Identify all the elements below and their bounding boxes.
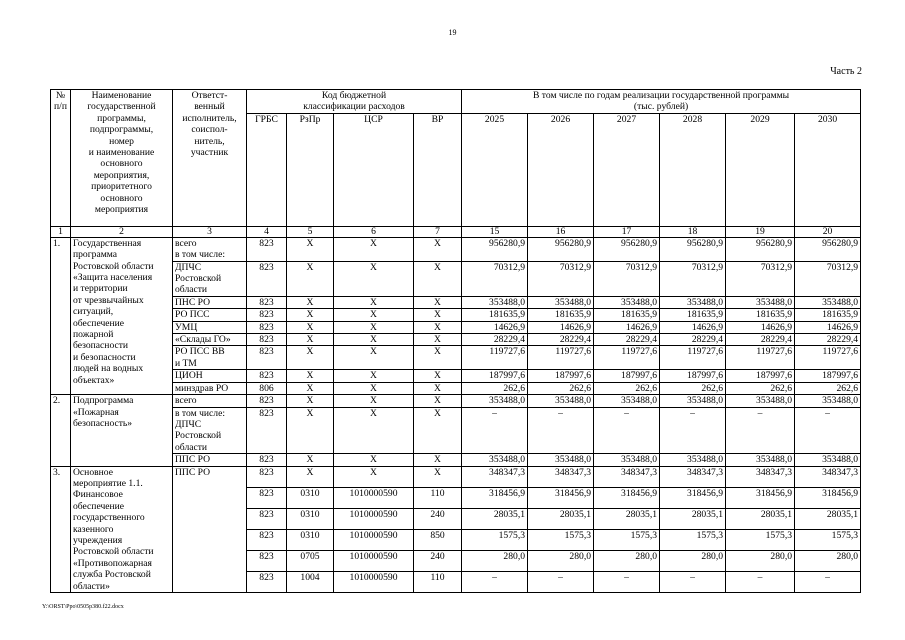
cell-value-2026: 14626,9 bbox=[528, 321, 594, 333]
cell-value-2025: 1575,3 bbox=[462, 529, 528, 550]
cell-grbs: 823 bbox=[247, 237, 287, 261]
cell-csr: Х bbox=[334, 334, 414, 346]
header-grbs: ГРБС bbox=[247, 113, 287, 226]
cell-value-2029: 353488,0 bbox=[726, 296, 795, 308]
cell-grbs: 823 bbox=[247, 550, 287, 571]
row-executor: ПНС РО bbox=[173, 296, 247, 308]
cell-value-2029: 28035,1 bbox=[726, 508, 795, 529]
cell-value-2025: – bbox=[462, 571, 528, 592]
cell-csr: Х bbox=[334, 309, 414, 321]
cell-value-2027: 70312,9 bbox=[594, 261, 660, 296]
cell-value-2030: 956280,9 bbox=[795, 237, 861, 261]
cell-grbs: 823 bbox=[247, 466, 287, 487]
cell-value-2030: 280,0 bbox=[795, 550, 861, 571]
row-executor: в том числе: ДПЧС Ростовской области bbox=[173, 407, 247, 454]
cell-value-2028: 353488,0 bbox=[660, 296, 726, 308]
cell-value-2027: 353488,0 bbox=[594, 454, 660, 466]
cell-vr: Х bbox=[414, 395, 462, 407]
cell-value-2030: 181635,9 bbox=[795, 309, 861, 321]
cell-vr: Х bbox=[414, 237, 462, 261]
cell-value-2025: 353488,0 bbox=[462, 296, 528, 308]
cell-value-2030: 70312,9 bbox=[795, 261, 861, 296]
cell-csr: Х bbox=[334, 382, 414, 394]
cell-value-2029: – bbox=[726, 407, 795, 454]
cell-csr: Х bbox=[334, 296, 414, 308]
row-name: Основное мероприятие 1.1. Финансовое обеспечение государственного казенного учреждения Ростовской области «Противопожарная служба Ростовской области» bbox=[71, 466, 173, 592]
cell-value-2026: 70312,9 bbox=[528, 261, 594, 296]
cell-csr: Х bbox=[334, 395, 414, 407]
cell-rzpr: Х bbox=[287, 309, 334, 321]
cell-rzpr: Х bbox=[287, 382, 334, 394]
row-executor: всего bbox=[173, 395, 247, 407]
cell-value-2027: 28035,1 bbox=[594, 508, 660, 529]
table-row bbox=[51, 296, 861, 308]
header-year-2026: 2026 bbox=[528, 113, 594, 226]
cell-rzpr: 0705 bbox=[287, 550, 334, 571]
cell-value-2026: 181635,9 bbox=[528, 309, 594, 321]
cell-value-2026: – bbox=[528, 407, 594, 454]
cell-value-2030: 1575,3 bbox=[795, 529, 861, 550]
cell-value-2029: 119727,6 bbox=[726, 346, 795, 370]
cell-value-2027: 262,6 bbox=[594, 382, 660, 394]
table-row bbox=[51, 370, 861, 382]
cell-value-2026: 28229,4 bbox=[528, 334, 594, 346]
cell-vr: Х bbox=[414, 346, 462, 370]
cell-rzpr: Х bbox=[287, 346, 334, 370]
cell-csr: 1010000590 bbox=[334, 508, 414, 529]
cell-value-2027: 181635,9 bbox=[594, 309, 660, 321]
cell-value-2025: – bbox=[462, 407, 528, 454]
cell-csr: 1010000590 bbox=[334, 571, 414, 592]
cell-value-2028: 1575,3 bbox=[660, 529, 726, 550]
row-executor: УМЦ bbox=[173, 321, 247, 333]
cell-value-2027: 14626,9 bbox=[594, 321, 660, 333]
cell-grbs: 823 bbox=[247, 370, 287, 382]
cell-grbs: 806 bbox=[247, 382, 287, 394]
cell-value-2028: 956280,9 bbox=[660, 237, 726, 261]
cell-rzpr: Х bbox=[287, 407, 334, 454]
cell-csr: Х bbox=[334, 466, 414, 487]
cell-value-2026: 28035,1 bbox=[528, 508, 594, 529]
table-row bbox=[51, 334, 861, 346]
cell-grbs: 823 bbox=[247, 334, 287, 346]
row-executor: ППС РО bbox=[173, 466, 247, 592]
cell-vr: Х bbox=[414, 466, 462, 487]
header-year-2025: 2025 bbox=[462, 113, 528, 226]
cell-value-2028: 181635,9 bbox=[660, 309, 726, 321]
row-name: Государственная программа Ростовской области «Защита населения и территории от чрезвычайных ситуаций, обеспечение пожарной безопасности и безопасности людей на водных объектах» bbox=[71, 237, 173, 394]
cell-value-2027: – bbox=[594, 571, 660, 592]
cell-value-2027: 28229,4 bbox=[594, 334, 660, 346]
cell-value-2027: – bbox=[594, 407, 660, 454]
cell-csr: Х bbox=[334, 370, 414, 382]
cell-value-2029: – bbox=[726, 571, 795, 592]
cell-value-2030: 28035,1 bbox=[795, 508, 861, 529]
cell-value-2029: 280,0 bbox=[726, 550, 795, 571]
cell-value-2026: 280,0 bbox=[528, 550, 594, 571]
cell-value-2029: 1575,3 bbox=[726, 529, 795, 550]
cell-value-2028: 280,0 bbox=[660, 550, 726, 571]
row-name: Подпрограмма «Пожарная безопасность» bbox=[71, 395, 173, 466]
cell-rzpr: 1004 bbox=[287, 571, 334, 592]
cell-value-2027: 187997,6 bbox=[594, 370, 660, 382]
cell-csr: Х bbox=[334, 237, 414, 261]
cell-csr: Х bbox=[334, 407, 414, 454]
cell-vr: 110 bbox=[414, 487, 462, 508]
cell-value-2029: 956280,9 bbox=[726, 237, 795, 261]
cell-value-2027: 353488,0 bbox=[594, 296, 660, 308]
column-number: 17 bbox=[594, 226, 660, 237]
header-years: В том числе по годам реализации государственной программы (тыс. рублей) bbox=[462, 90, 861, 114]
cell-rzpr: 0310 bbox=[287, 508, 334, 529]
header-year-2028: 2028 bbox=[660, 113, 726, 226]
cell-value-2025: 70312,9 bbox=[462, 261, 528, 296]
cell-value-2025: 318456,9 bbox=[462, 487, 528, 508]
column-number: 16 bbox=[528, 226, 594, 237]
cell-vr: 240 bbox=[414, 550, 462, 571]
cell-csr: 1010000590 bbox=[334, 550, 414, 571]
table-row bbox=[51, 237, 861, 261]
column-number: 18 bbox=[660, 226, 726, 237]
column-number: 19 bbox=[726, 226, 795, 237]
cell-vr: Х bbox=[414, 382, 462, 394]
column-number: 3 bbox=[173, 226, 247, 237]
cell-grbs: 823 bbox=[247, 454, 287, 466]
cell-value-2027: 956280,9 bbox=[594, 237, 660, 261]
row-executor: ЦИОН bbox=[173, 370, 247, 382]
cell-value-2026: 353488,0 bbox=[528, 395, 594, 407]
cell-vr: Х bbox=[414, 407, 462, 454]
column-number: 1 bbox=[51, 226, 71, 237]
cell-grbs: 823 bbox=[247, 309, 287, 321]
cell-vr: Х bbox=[414, 454, 462, 466]
cell-value-2025: 28229,4 bbox=[462, 334, 528, 346]
cell-rzpr: Х bbox=[287, 237, 334, 261]
row-number: 1. bbox=[51, 237, 71, 394]
cell-grbs: 823 bbox=[247, 346, 287, 370]
column-number: 4 bbox=[247, 226, 287, 237]
cell-vr: Х bbox=[414, 296, 462, 308]
cell-vr: 240 bbox=[414, 508, 462, 529]
cell-value-2030: 14626,9 bbox=[795, 321, 861, 333]
table-row bbox=[51, 309, 861, 321]
row-executor: РО ПСС ВВ и ТМ bbox=[173, 346, 247, 370]
column-number: 2 bbox=[71, 226, 173, 237]
cell-grbs: 823 bbox=[247, 261, 287, 296]
cell-value-2030: 348347,3 bbox=[795, 466, 861, 487]
cell-value-2030: 318456,9 bbox=[795, 487, 861, 508]
cell-value-2029: 262,6 bbox=[726, 382, 795, 394]
cell-value-2029: 181635,9 bbox=[726, 309, 795, 321]
table-row bbox=[51, 466, 861, 487]
column-number: 5 bbox=[287, 226, 334, 237]
table-row bbox=[51, 346, 861, 370]
cell-csr: Х bbox=[334, 454, 414, 466]
cell-value-2029: 187997,6 bbox=[726, 370, 795, 382]
row-executor: РО ПСС bbox=[173, 309, 247, 321]
cell-value-2025: 262,6 bbox=[462, 382, 528, 394]
cell-rzpr: Х bbox=[287, 334, 334, 346]
footer-file-path: Y:\ORST\Ppo\0505p380.f22.docx bbox=[42, 604, 124, 610]
cell-value-2025: 353488,0 bbox=[462, 395, 528, 407]
cell-value-2028: 119727,6 bbox=[660, 346, 726, 370]
cell-value-2027: 119727,6 bbox=[594, 346, 660, 370]
cell-value-2025: 187997,6 bbox=[462, 370, 528, 382]
cell-value-2027: 353488,0 bbox=[594, 395, 660, 407]
cell-value-2029: 353488,0 bbox=[726, 454, 795, 466]
cell-vr: Х bbox=[414, 309, 462, 321]
cell-rzpr: Х bbox=[287, 454, 334, 466]
cell-value-2028: 262,6 bbox=[660, 382, 726, 394]
cell-value-2026: 318456,9 bbox=[528, 487, 594, 508]
cell-grbs: 823 bbox=[247, 487, 287, 508]
cell-grbs: 823 bbox=[247, 321, 287, 333]
cell-rzpr: Х bbox=[287, 466, 334, 487]
cell-csr: Х bbox=[334, 321, 414, 333]
page-number: 19 bbox=[448, 28, 457, 37]
cell-value-2028: – bbox=[660, 571, 726, 592]
cell-value-2030: – bbox=[795, 407, 861, 454]
cell-value-2025: 119727,6 bbox=[462, 346, 528, 370]
cell-value-2030: 353488,0 bbox=[795, 296, 861, 308]
cell-value-2029: 348347,3 bbox=[726, 466, 795, 487]
cell-value-2028: 353488,0 bbox=[660, 395, 726, 407]
row-number: 3. bbox=[51, 466, 71, 592]
cell-value-2028: 14626,9 bbox=[660, 321, 726, 333]
cell-value-2025: 28035,1 bbox=[462, 508, 528, 529]
cell-value-2029: 353488,0 bbox=[726, 395, 795, 407]
cell-value-2027: 1575,3 bbox=[594, 529, 660, 550]
cell-grbs: 823 bbox=[247, 571, 287, 592]
cell-value-2028: 28035,1 bbox=[660, 508, 726, 529]
cell-value-2028: – bbox=[660, 407, 726, 454]
part-label: Часть 2 bbox=[830, 66, 862, 77]
cell-vr: 110 bbox=[414, 571, 462, 592]
cell-csr: Х bbox=[334, 346, 414, 370]
header-name: Наименование государственной программы, подпрограммы, номер и наименование основного мероприятия, приоритетного основного мероприятия bbox=[71, 90, 173, 227]
row-executor: всего в том числе: bbox=[173, 237, 247, 261]
cell-value-2026: 119727,6 bbox=[528, 346, 594, 370]
row-executor: ППС РО bbox=[173, 454, 247, 466]
header-vr: ВР bbox=[414, 113, 462, 226]
cell-value-2030: 187997,6 bbox=[795, 370, 861, 382]
header-no: № п/п bbox=[51, 90, 71, 227]
cell-vr: Х bbox=[414, 334, 462, 346]
row-number: 2. bbox=[51, 395, 71, 466]
row-executor: ДПЧС Ростовской области bbox=[173, 261, 247, 296]
header-rzpr: РзПр bbox=[287, 113, 334, 226]
cell-value-2030: 119727,6 bbox=[795, 346, 861, 370]
cell-value-2026: 262,6 bbox=[528, 382, 594, 394]
cell-value-2025: 353488,0 bbox=[462, 454, 528, 466]
cell-rzpr: Х bbox=[287, 370, 334, 382]
cell-value-2025: 181635,9 bbox=[462, 309, 528, 321]
cell-vr: Х bbox=[414, 261, 462, 296]
cell-value-2026: – bbox=[528, 571, 594, 592]
cell-value-2027: 318456,9 bbox=[594, 487, 660, 508]
cell-value-2029: 14626,9 bbox=[726, 321, 795, 333]
cell-value-2027: 280,0 bbox=[594, 550, 660, 571]
cell-value-2025: 280,0 bbox=[462, 550, 528, 571]
cell-value-2028: 28229,4 bbox=[660, 334, 726, 346]
cell-value-2025: 348347,3 bbox=[462, 466, 528, 487]
header-csr: ЦСР bbox=[334, 113, 414, 226]
table-row bbox=[51, 395, 861, 407]
header-executor: Ответст- венный исполнитель, соиспол- нитель, участник bbox=[173, 90, 247, 227]
table-row bbox=[51, 382, 861, 394]
table-row bbox=[51, 454, 861, 466]
budget-table bbox=[50, 89, 861, 593]
cell-grbs: 823 bbox=[247, 296, 287, 308]
cell-value-2029: 28229,4 bbox=[726, 334, 795, 346]
table-row bbox=[51, 321, 861, 333]
column-number: 6 bbox=[334, 226, 414, 237]
cell-value-2028: 353488,0 bbox=[660, 454, 726, 466]
cell-value-2026: 353488,0 bbox=[528, 454, 594, 466]
cell-vr: Х bbox=[414, 370, 462, 382]
cell-value-2028: 187997,6 bbox=[660, 370, 726, 382]
cell-value-2030: – bbox=[795, 571, 861, 592]
table-row bbox=[51, 261, 861, 296]
cell-value-2029: 70312,9 bbox=[726, 261, 795, 296]
cell-csr: 1010000590 bbox=[334, 487, 414, 508]
row-executor: «Склады ГО» bbox=[173, 334, 247, 346]
cell-value-2026: 956280,9 bbox=[528, 237, 594, 261]
cell-vr: Х bbox=[414, 321, 462, 333]
table-row bbox=[51, 407, 861, 454]
cell-csr: Х bbox=[334, 261, 414, 296]
cell-value-2030: 28229,4 bbox=[795, 334, 861, 346]
cell-value-2028: 70312,9 bbox=[660, 261, 726, 296]
cell-value-2028: 348347,3 bbox=[660, 466, 726, 487]
cell-value-2025: 956280,9 bbox=[462, 237, 528, 261]
cell-value-2026: 187997,6 bbox=[528, 370, 594, 382]
header-year-2027: 2027 bbox=[594, 113, 660, 226]
header-budget-code: Код бюджетной классификации расходов bbox=[247, 90, 462, 114]
column-number: 7 bbox=[414, 226, 462, 237]
row-executor: минздрав РО bbox=[173, 382, 247, 394]
cell-rzpr: Х bbox=[287, 321, 334, 333]
cell-value-2030: 353488,0 bbox=[795, 454, 861, 466]
cell-csr: 1010000590 bbox=[334, 529, 414, 550]
cell-grbs: 823 bbox=[247, 407, 287, 454]
cell-value-2030: 262,6 bbox=[795, 382, 861, 394]
cell-rzpr: 0310 bbox=[287, 487, 334, 508]
cell-rzpr: Х bbox=[287, 261, 334, 296]
cell-value-2026: 353488,0 bbox=[528, 296, 594, 308]
cell-rzpr: 0310 bbox=[287, 529, 334, 550]
cell-rzpr: Х bbox=[287, 296, 334, 308]
header-year-2030: 2030 bbox=[795, 113, 861, 226]
cell-vr: 850 bbox=[414, 529, 462, 550]
cell-value-2026: 1575,3 bbox=[528, 529, 594, 550]
cell-value-2029: 318456,9 bbox=[726, 487, 795, 508]
cell-value-2028: 318456,9 bbox=[660, 487, 726, 508]
header-year-2029: 2029 bbox=[726, 113, 795, 226]
column-number: 20 bbox=[795, 226, 861, 237]
cell-grbs: 823 bbox=[247, 529, 287, 550]
cell-rzpr: Х bbox=[287, 395, 334, 407]
cell-value-2025: 14626,9 bbox=[462, 321, 528, 333]
cell-grbs: 823 bbox=[247, 395, 287, 407]
cell-grbs: 823 bbox=[247, 508, 287, 529]
column-number: 15 bbox=[462, 226, 528, 237]
cell-value-2027: 348347,3 bbox=[594, 466, 660, 487]
cell-value-2026: 348347,3 bbox=[528, 466, 594, 487]
cell-value-2030: 353488,0 bbox=[795, 395, 861, 407]
